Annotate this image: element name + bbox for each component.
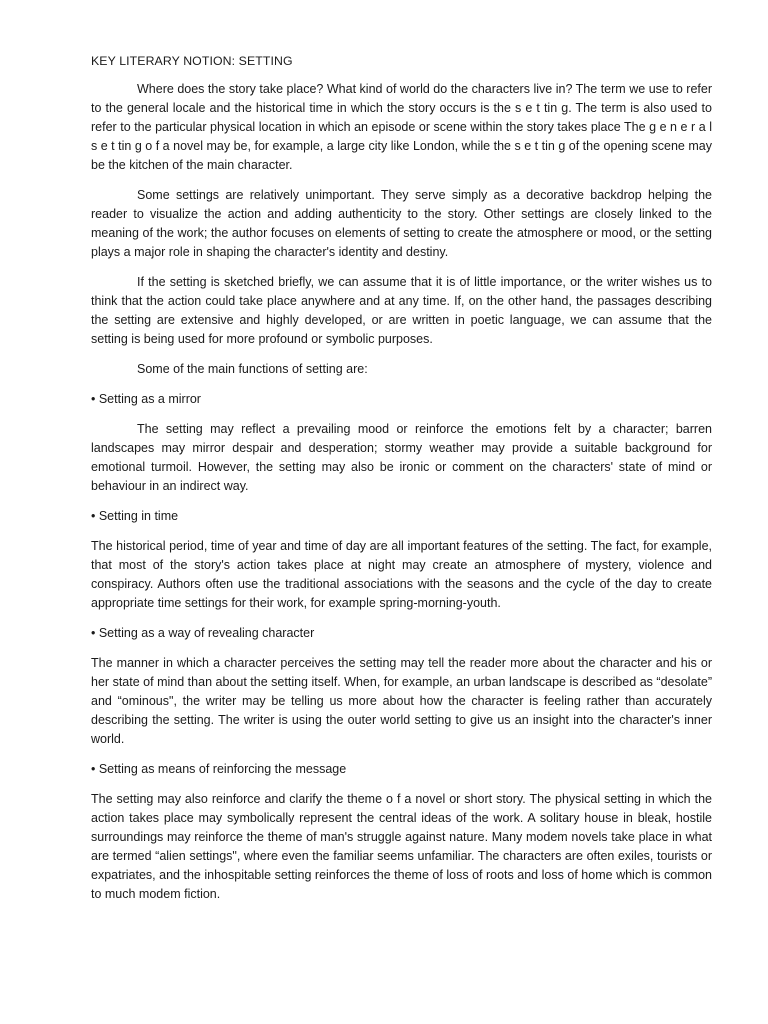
section-heading-time: • Setting in time bbox=[91, 509, 179, 523]
section-text-character: The manner in which a character perceives the setting may tell the reader more about the character and his or her state of mind than about the setting itself. When, for example, an urban landscape is described as “desolate” and “ominous", the writer may be telling us more about how the character is feeling rather than accurately describing the setting. The writer is using the outer world setting to give us an insight into the character's inner world. bbox=[91, 656, 712, 746]
section-text-mirror: The setting may reflect a prevailing mood or reinforce the emotions felt by a character; barren landscapes may mirror despair and desperation; stormy weather may provide a suitable background for emotional turmoil. However, the setting may also be ironic or comment on the characters' state of mind or behaviour in an indirect way. bbox=[91, 422, 712, 493]
section-text-time: The historical period, time of year and time of day are all important features of the setting. The fact, for example, that most of the story's action takes place at night may create an atmosphere of mystery, violence and conspiracy. Authors often use the traditional associations with the seasons and the cycle of the day to create appropriate time settings for their work, for example spring-morning-youth. bbox=[91, 539, 712, 610]
section-heading-character: • Setting as a way of revealing character bbox=[91, 626, 315, 640]
section-heading-message: • Setting as means of reinforcing the message bbox=[91, 762, 347, 776]
intro-paragraph-3: If the setting is sketched briefly, we can assume that it is of little importance, or the writer wishes us to think that the action could take place anywhere and at any time. If, on the other hand, the passages describing the setting are extensive and highly developed, or are written in poetic language, we can assume that the setting is being used for more profound or symbolic purposes. bbox=[91, 275, 712, 346]
intro-paragraph-2: Some settings are relatively unimportant. They serve simply as a decorative backdrop helping the reader to visualize the action and adding authenticity to the story. Other settings are closely linked to the meaning of the work; the author focuses on elements of setting to create the atmosphere or mood, or the setting plays a major role in shaping the character's identity and destiny. bbox=[91, 188, 712, 259]
page-title: KEY LITERARY NOTION: SETTING bbox=[91, 54, 293, 68]
section-heading-mirror: • Setting as a mirror bbox=[91, 392, 201, 406]
section-text-message: The setting may also reinforce and clarify the theme o f a novel or short story. The physical setting in which the action takes place may symbolically represent the central ideas of the work. A solitary house in bleak, hostile surroundings may reinforce the theme of man's struggle against nature. Many modem novels take place in what are termed “alien settings", where even the familiar seems unfamiliar. The characters are often exiles, tourists or expatriates, and the inhospitable setting reinforces the theme of loss of roots and loss of home which is common to much modem fiction. bbox=[91, 792, 712, 901]
intro-paragraph-4: Some of the main functions of setting are: bbox=[137, 362, 368, 376]
intro-paragraph-1: Where does the story take place? What kind of world do the characters live in? The term we use to refer to the general locale and the historical time in which the story occurs is the s e t tin g. The term is also used to refer to the particular physical location in which an episode or scene within the story takes place The g e n e r a l s e t tin g o f a novel may be, for example, a large city like London, while the s e t tin g of the opening scene may be the kitchen of the main character. bbox=[91, 82, 712, 172]
